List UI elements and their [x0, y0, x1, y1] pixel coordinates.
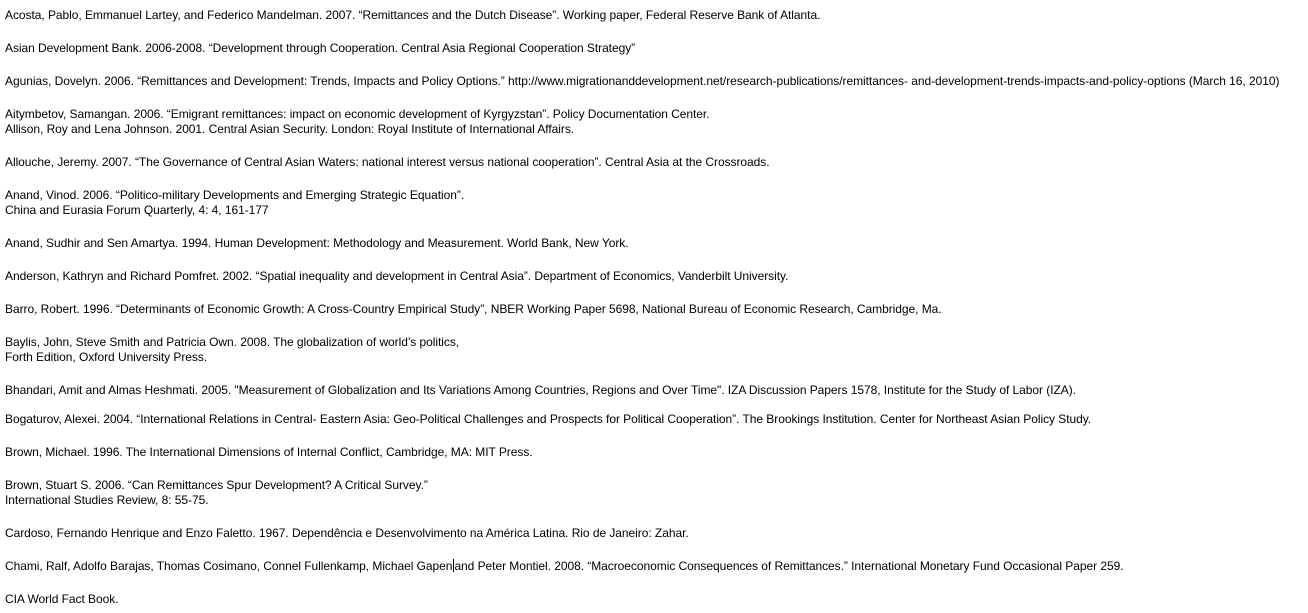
- reference-chami: [5, 559, 1124, 574]
- reference-asian-development-bank: Asian Development Bank. 2006-2008. “Development through Cooperation. Central Asia Regional Cooperation Strategy”: [5, 41, 636, 55]
- reference-aitymbetov: Aitymbetov, Samangan. 2006. “Emigrant remittances: impact on economic development of Kyrgyzstan”. Policy Documentation Center.: [5, 107, 710, 121]
- reference-anand-vinod: Anand, Vinod. 2006. “Politico-military Developments and Emerging Strategic Equation”.: [5, 188, 465, 202]
- reference-allison: Allison, Roy and Lena Johnson. 2001. Central Asian Security. London: Royal Institute of International Affairs.: [5, 122, 575, 136]
- reference-chami-part-1: Chami, Ralf, Adolfo Barajas, Thomas Cosimano, Connel Fullenkamp, Michael Gapen: [5, 559, 453, 573]
- reference-anand-sudhir: Anand, Sudhir and Sen Amartya. 1994. Human Development: Methodology and Measurement. World Bank, New York.: [5, 236, 629, 250]
- reference-anand-vinod-journal: China and Eurasia Forum Quarterly, 4: 4, 161-177: [5, 203, 269, 217]
- reference-bhandari: Bhandari, Amit and Almas Heshmati. 2005. "Measurement of Globalization and Its Variations Among Countries, Regions and Over Time". IZA Discussion Papers 1578, Institute for the Study of Labor (IZA).: [5, 383, 1076, 397]
- reference-allouche: Allouche, Jeremy. 2007. “The Governance of Central Asian Waters: national interest versus national cooperation”. Central Asia at the Crossroads.: [5, 155, 770, 169]
- reference-anderson: Anderson, Kathryn and Richard Pomfret. 2002. “Spatial inequality and development in Central Asia”. Department of Economics, Vanderbilt University.: [5, 269, 789, 283]
- reference-bogaturov: Bogaturov, Alexei. 2004. “International Relations in Central- Eastern Asia: Geo-Political Challenges and Prospects for Political Cooperation”. The Brookings Institution. Center for Northeast Asian Policy Study.: [5, 412, 1092, 426]
- reference-baylis-edition: Forth Edition, Oxford University Press.: [5, 350, 208, 364]
- reference-cia: CIA World Fact Book.: [5, 592, 119, 606]
- reference-cardoso: Cardoso, Fernando Henrique and Enzo Faletto. 1967. Dependência e Desenvolvimento na América Latina. Rio de Janeiro: Zahar.: [5, 526, 689, 540]
- reference-chami-part-2: and Peter Montiel. 2008. “Macroeconomic Consequences of Remittances.” International Monetary Fund Occasional Paper 259.: [454, 559, 1124, 573]
- reference-brown-michael: Brown, Michael. 1996. The International Dimensions of Internal Conflict, Cambridge, MA: MIT Press.: [5, 445, 533, 459]
- reference-acosta: Acosta, Pablo, Emmanuel Lartey, and Federico Mandelman. 2007. “Remittances and the Dutch Disease”. Working paper, Federal Reserve Bank of Atlanta.: [5, 8, 821, 22]
- reference-brown-stuart: Brown, Stuart S. 2006. “Can Remittances Spur Development? A Critical Survey.”: [5, 478, 428, 492]
- reference-agunias: Agunias, Dovelyn. 2006. “Remittances and Development: Trends, Impacts and Policy Options.” http://www.migrationanddevelopment.net/research-publications/remittances- and-development-trends-impacts-and-policy-options (March 16, 2010): [5, 74, 1280, 88]
- reference-barro: Barro, Robert. 1996. “Determinants of Economic Growth: A Cross-Country Empirical Study”, NBER Working Paper 5698, National Bureau of Economic Research, Cambridge, Ma.: [5, 302, 942, 316]
- reference-brown-stuart-journal: International Studies Review, 8: 55-75.: [5, 493, 209, 507]
- reference-baylis: Baylis, John, Steve Smith and Patricia Own. 2008. The globalization of world’s politics,: [5, 335, 460, 349]
